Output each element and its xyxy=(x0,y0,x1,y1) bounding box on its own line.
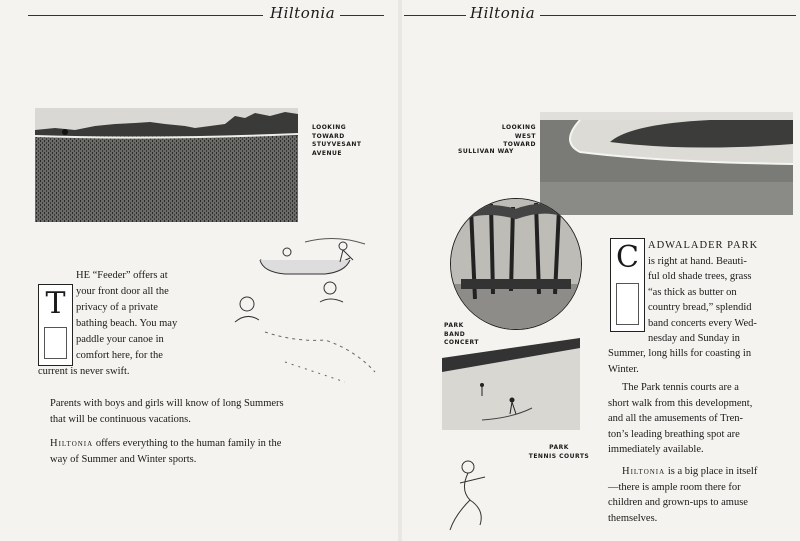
caption-band-concert: PARK BAND CONCERT xyxy=(444,322,479,346)
dropcap-t: T xyxy=(38,284,73,366)
feeder-paragraph: HE “Feeder” offers at your front door all the privacy of a private bathing beach. You may paddle your canoe in comfort here, for the xyxy=(76,270,178,361)
ornament xyxy=(616,283,639,325)
photo-stuyvesant-avenue xyxy=(35,108,298,222)
tennis-paragraph: The Park tennis courts are a short walk from this development, and all the amusements of Tren- ton’s leading breathing spot are immediately available. xyxy=(608,382,753,455)
feeder-paragraph-end: current is never swift. xyxy=(38,366,130,377)
photo-sullivan-way xyxy=(540,112,793,215)
header-rule xyxy=(540,15,796,16)
photo-tennis-courts xyxy=(442,330,580,430)
caption-sullivan-way-last: SULLIVAN WAY xyxy=(458,148,514,155)
header-rule xyxy=(340,15,384,16)
cadwalader-paragraph-end: Summer, long hills for coasting in Winter. xyxy=(608,348,752,375)
caption-tennis-courts: PARK TENNIS COURTS xyxy=(528,444,590,460)
header-rule xyxy=(404,15,466,16)
cadwalader-paragraph: ADWALADER PARK is right at hand. Beauti- ful old shade trees, grass “as thick as butter on country bread,” splendid band concerts every Wed- nesday and Sunday in xyxy=(648,240,759,344)
sports-paragraph: Hiltonia offers everything to the human family in the way of Summer and Winter sports. xyxy=(50,438,282,465)
dropcap-c: C xyxy=(610,238,645,332)
right-page xyxy=(400,0,800,541)
skater-sketch xyxy=(440,455,510,535)
ornament xyxy=(44,327,67,359)
hiltonia-logo: Hiltonia xyxy=(270,4,336,22)
header-rule xyxy=(28,15,263,16)
caption-stuyvesant: LOOKING TOWARD STUYVESANT AVENUE xyxy=(312,124,362,157)
caption-sullivan-way: LOOKING WEST TOWARD xyxy=(501,124,536,148)
hiltonia-logo: Hiltonia xyxy=(470,4,536,22)
big-place-paragraph: Hiltonia is a big place in itself —there is ample room there for children and grown-ups to amuse themselves. xyxy=(608,466,758,524)
photo-band-concert xyxy=(450,198,582,330)
parents-paragraph: Parents with boys and girls will know of long Summers that will be continuous vacations. xyxy=(50,398,284,425)
